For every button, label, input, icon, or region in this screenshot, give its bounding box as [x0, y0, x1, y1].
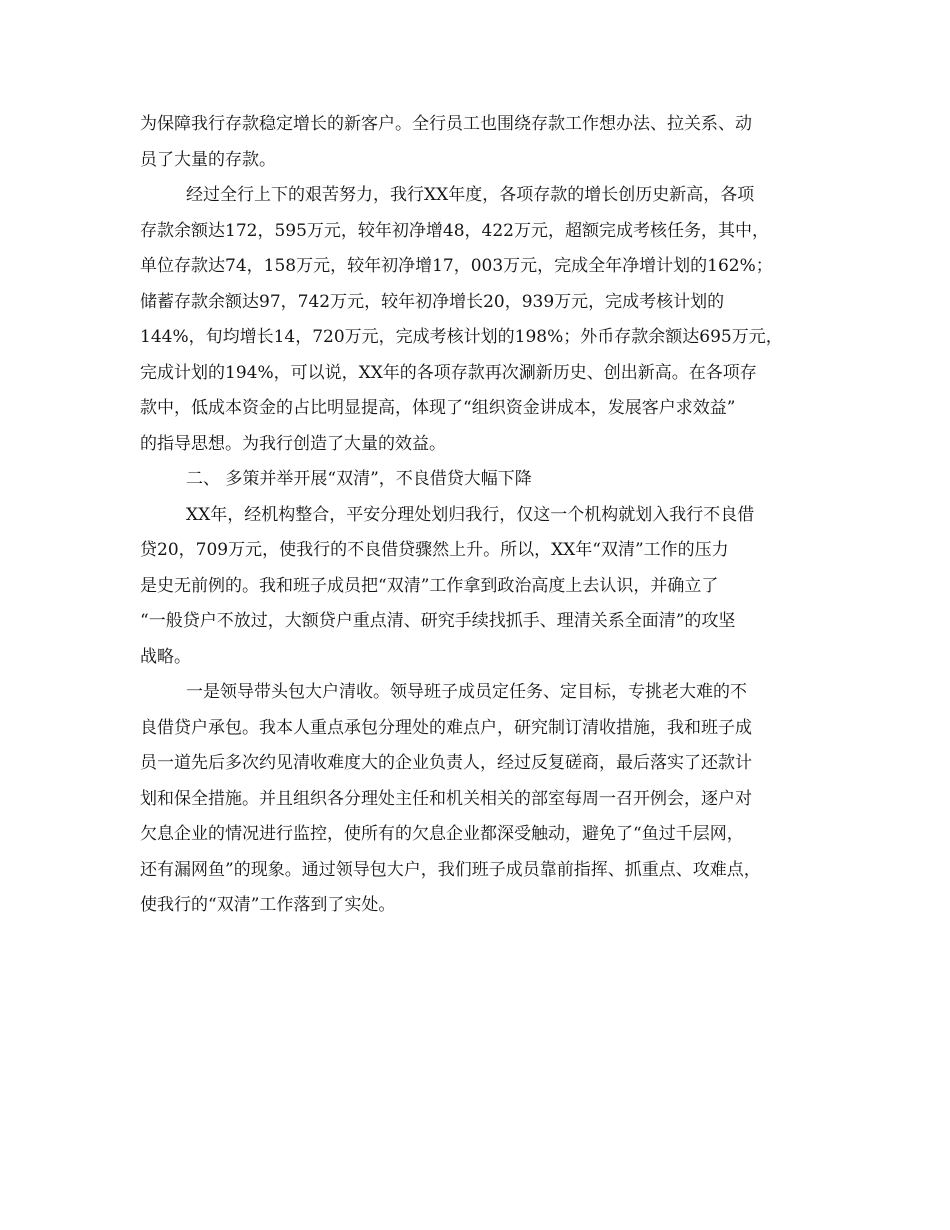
paragraph-line: 单位存款达74，158万元，较年初净增17，003万元，完成全年净增计划的162%； — [140, 256, 773, 276]
section-heading: 二、 多策并举开展“双清”，不良借贷大幅下降 — [186, 469, 532, 489]
paragraph-line: 存款余额达172，595万元，较年初净增48，422万元，超额完成考核任务，其中， — [140, 221, 769, 241]
paragraph-line: 的指导思想。为我行创造了大量的效益。 — [140, 434, 446, 454]
paragraph-line: 贷20，709万元，使我行的不良借贷骤然上升。所以，XX年“双清”工作的压力 — [140, 540, 729, 560]
paragraph-line: 划和保全措施。并且组织各分理处主任和机关相关的部室每周一召开例会，逐户对 — [140, 789, 752, 809]
paragraph-line: 储蓄存款余额达97，742万元，较年初净增长20，939万元，完成考核计划的 — [140, 292, 725, 312]
paragraph-line: 是史无前例的。我和班子成员把“双清”工作拿到政治高度上去认识，并确立了 — [140, 576, 719, 596]
paragraph-line: 经过全行上下的艰苦努力，我行XX年度，各项存款的增长创历史新高，各项 — [186, 185, 755, 205]
paragraph-line: 还有漏网鱼”的现象。通过领导包大户，我们班子成员靠前指挥、抓重点、攻难点， — [140, 860, 761, 880]
paragraph-line: 一是领导带头包大户清收。领导班子成员定任务、定目标，专挑老大难的不 — [186, 682, 747, 702]
paragraph-line: 员了大量的存款。 — [140, 150, 276, 170]
paragraph-line: 为保障我行存款稳定增长的新客户。全行员工也围绕存款工作想办法、拉关系、动 — [140, 114, 752, 134]
paragraph-line: 款中，低成本资金的占比明显提高，体现了“组织资金讲成本，发展客户求效益” — [140, 398, 736, 418]
paragraph-line: 战略。 — [140, 647, 191, 667]
paragraph-line: 欠息企业的情况进行监控，使所有的欠息企业都深受触动，避免了“鱼过千层网， — [140, 824, 744, 844]
paragraph-line: 员一道先后多次约见清收难度大的企业负责人，经过反复磋商，最后落实了还款计 — [140, 753, 752, 773]
paragraph-line: XX年，经机构整合，平安分理处划归我行，仅这一个机构就划入我行不良借 — [186, 505, 755, 525]
paragraph-line: 144%，旬均增长14，720万元，完成考核计划的198%；外币存款余额达695万元， — [140, 327, 783, 347]
paragraph-line: 完成计划的194%，可以说，XX年的各项存款再次涮新历史、创出新高。在各项存 — [140, 363, 757, 383]
paragraph-line: “一般贷户不放过，大额贷户重点清、研究手续找抓手、理清关系全面清”的攻坚 — [140, 611, 736, 631]
paragraph-line: 良借贷户承包。我本人重点承包分理处的难点户，研究制订清收措施，我和班子成 — [140, 718, 752, 738]
paragraph-line: 使我行的“双清”工作落到了实处。 — [140, 895, 396, 915]
